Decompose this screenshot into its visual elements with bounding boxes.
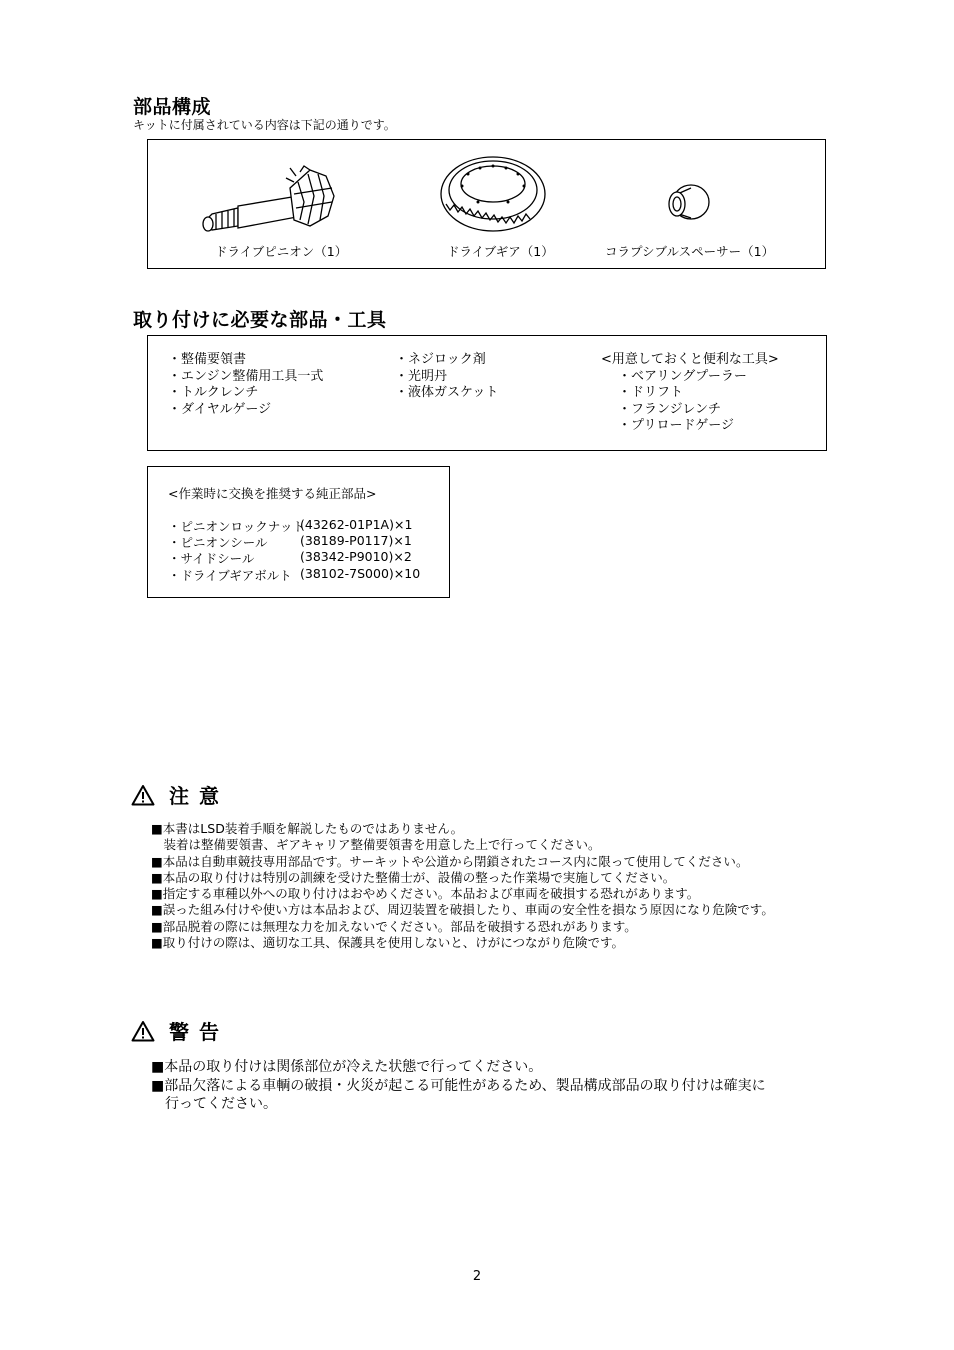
kit-title: 部品構成 — [133, 96, 212, 118]
list-item: ・光明丹 — [395, 368, 448, 384]
required-title: 取り付けに必要な部品・工具 — [133, 309, 387, 331]
table-row — [168, 517, 420, 533]
list-item: ・整備要領書 — [168, 352, 247, 367]
genuine-parts-box — [147, 466, 450, 598]
list-item: ・ベアリングプーラー — [618, 368, 747, 384]
part-number: (38102-7S000)×10 — [300, 565, 421, 581]
warning-triangle-icon — [131, 1020, 155, 1042]
caution-title: 注意 — [169, 784, 229, 808]
warning-triangle-icon — [131, 784, 155, 806]
kit-item-label: コラプシブルスペーサー（1） — [605, 244, 775, 259]
kit-item-label: ドライブギア（1） — [447, 244, 554, 259]
list-item: ・トルクレンチ — [168, 385, 259, 400]
list-item: ・プリロードゲージ — [618, 418, 734, 433]
caution-heading — [131, 780, 229, 809]
list-item: ■本書はLSD装着手順を解説したものではありません。 — [151, 821, 464, 836]
part-number: (38342-P9010)×2 — [300, 549, 412, 565]
collapsible-spacer-icon — [663, 182, 713, 224]
list-item: ・ドリフト — [618, 385, 684, 400]
table-row — [168, 566, 420, 582]
part-number: (38189-P0117)×1 — [300, 533, 412, 549]
part-name: ・サイドシール — [168, 551, 255, 567]
genuine-parts-table — [168, 517, 420, 582]
part-number: (43262-01P1A)×1 — [300, 517, 413, 532]
list-item: ■誤った組み付けや使い方は本品および、周辺装置を破損したり、車両の安全性を損なう原因になり危険です。 — [151, 902, 774, 918]
list-item: ■部品脱着の際には無理な力を加えないでください。部品を破損する恐れがあります。 — [151, 918, 637, 934]
list-item: 行ってください。 — [151, 1096, 277, 1112]
caution-list — [151, 821, 774, 951]
list-item: ■取り付けの際は、適切な工具、保護具を使用しないと、けがにつながり危険です。 — [151, 935, 625, 951]
required-box — [147, 335, 827, 451]
list-item: 装着は整備要領書、ギアキャリア整備要領書を用意した上で行ってください。 — [151, 837, 601, 853]
kit-contents-box — [147, 139, 826, 269]
list-item: ・エンジン整備用工具一式 — [168, 368, 324, 384]
kit-item-label: ドライブピニオン（1） — [215, 244, 348, 259]
list-item: ■本品の取り付けは関係部位が冷えた状態で行ってください。 — [151, 1059, 543, 1075]
list-item: ■指定する車種以外への取り付けはおやめください。本品および車両を破損する恐れがあります。 — [151, 886, 700, 902]
list-item: ■本品の取り付けは特別の訓練を受けた整備士が、設備の整った作業場で実施してください。 — [151, 869, 676, 885]
optional-tools-heading: <用意しておくと便利な工具> — [601, 352, 779, 367]
part-name: ・ドライブギアボルト — [168, 567, 292, 583]
list-item: ■本品は自動車競技専用部品です。サーキットや公道から閉鎖されたコース内に限って使用してください。 — [151, 853, 749, 869]
part-name: ・ピニオンロックナット — [168, 519, 306, 534]
list-item: ・液体ガスケット — [395, 385, 499, 400]
table-row — [168, 533, 420, 549]
drive-gear-icon — [438, 154, 548, 234]
list-item: ・ネジロック剤 — [395, 352, 486, 367]
page-number: 2 — [472, 1269, 482, 1284]
list-item: ・フランジレンチ — [618, 401, 722, 417]
genuine-parts-heading: <作業時に交換を推奨する純正部品> — [168, 486, 377, 501]
list-item: ・ダイヤルゲージ — [168, 401, 272, 417]
drive-pinion-icon — [198, 162, 338, 242]
warning-heading — [131, 1016, 229, 1045]
table-row — [168, 549, 420, 565]
list-item: ■部品欠落による車輌の破損・火災が起こる可能性があるため、製品構成部品の取り付けは確実に — [151, 1077, 766, 1094]
optional-tools-list — [601, 352, 779, 435]
part-name: ・ピニオンシール — [168, 535, 268, 551]
warning-title: 警告 — [169, 1020, 229, 1044]
required-list-general — [168, 352, 323, 418]
warning-list — [151, 1058, 766, 1114]
kit-subtitle: キットに付属されている内容は下記の通りです。 — [133, 118, 396, 132]
required-list-consumables — [395, 352, 498, 402]
